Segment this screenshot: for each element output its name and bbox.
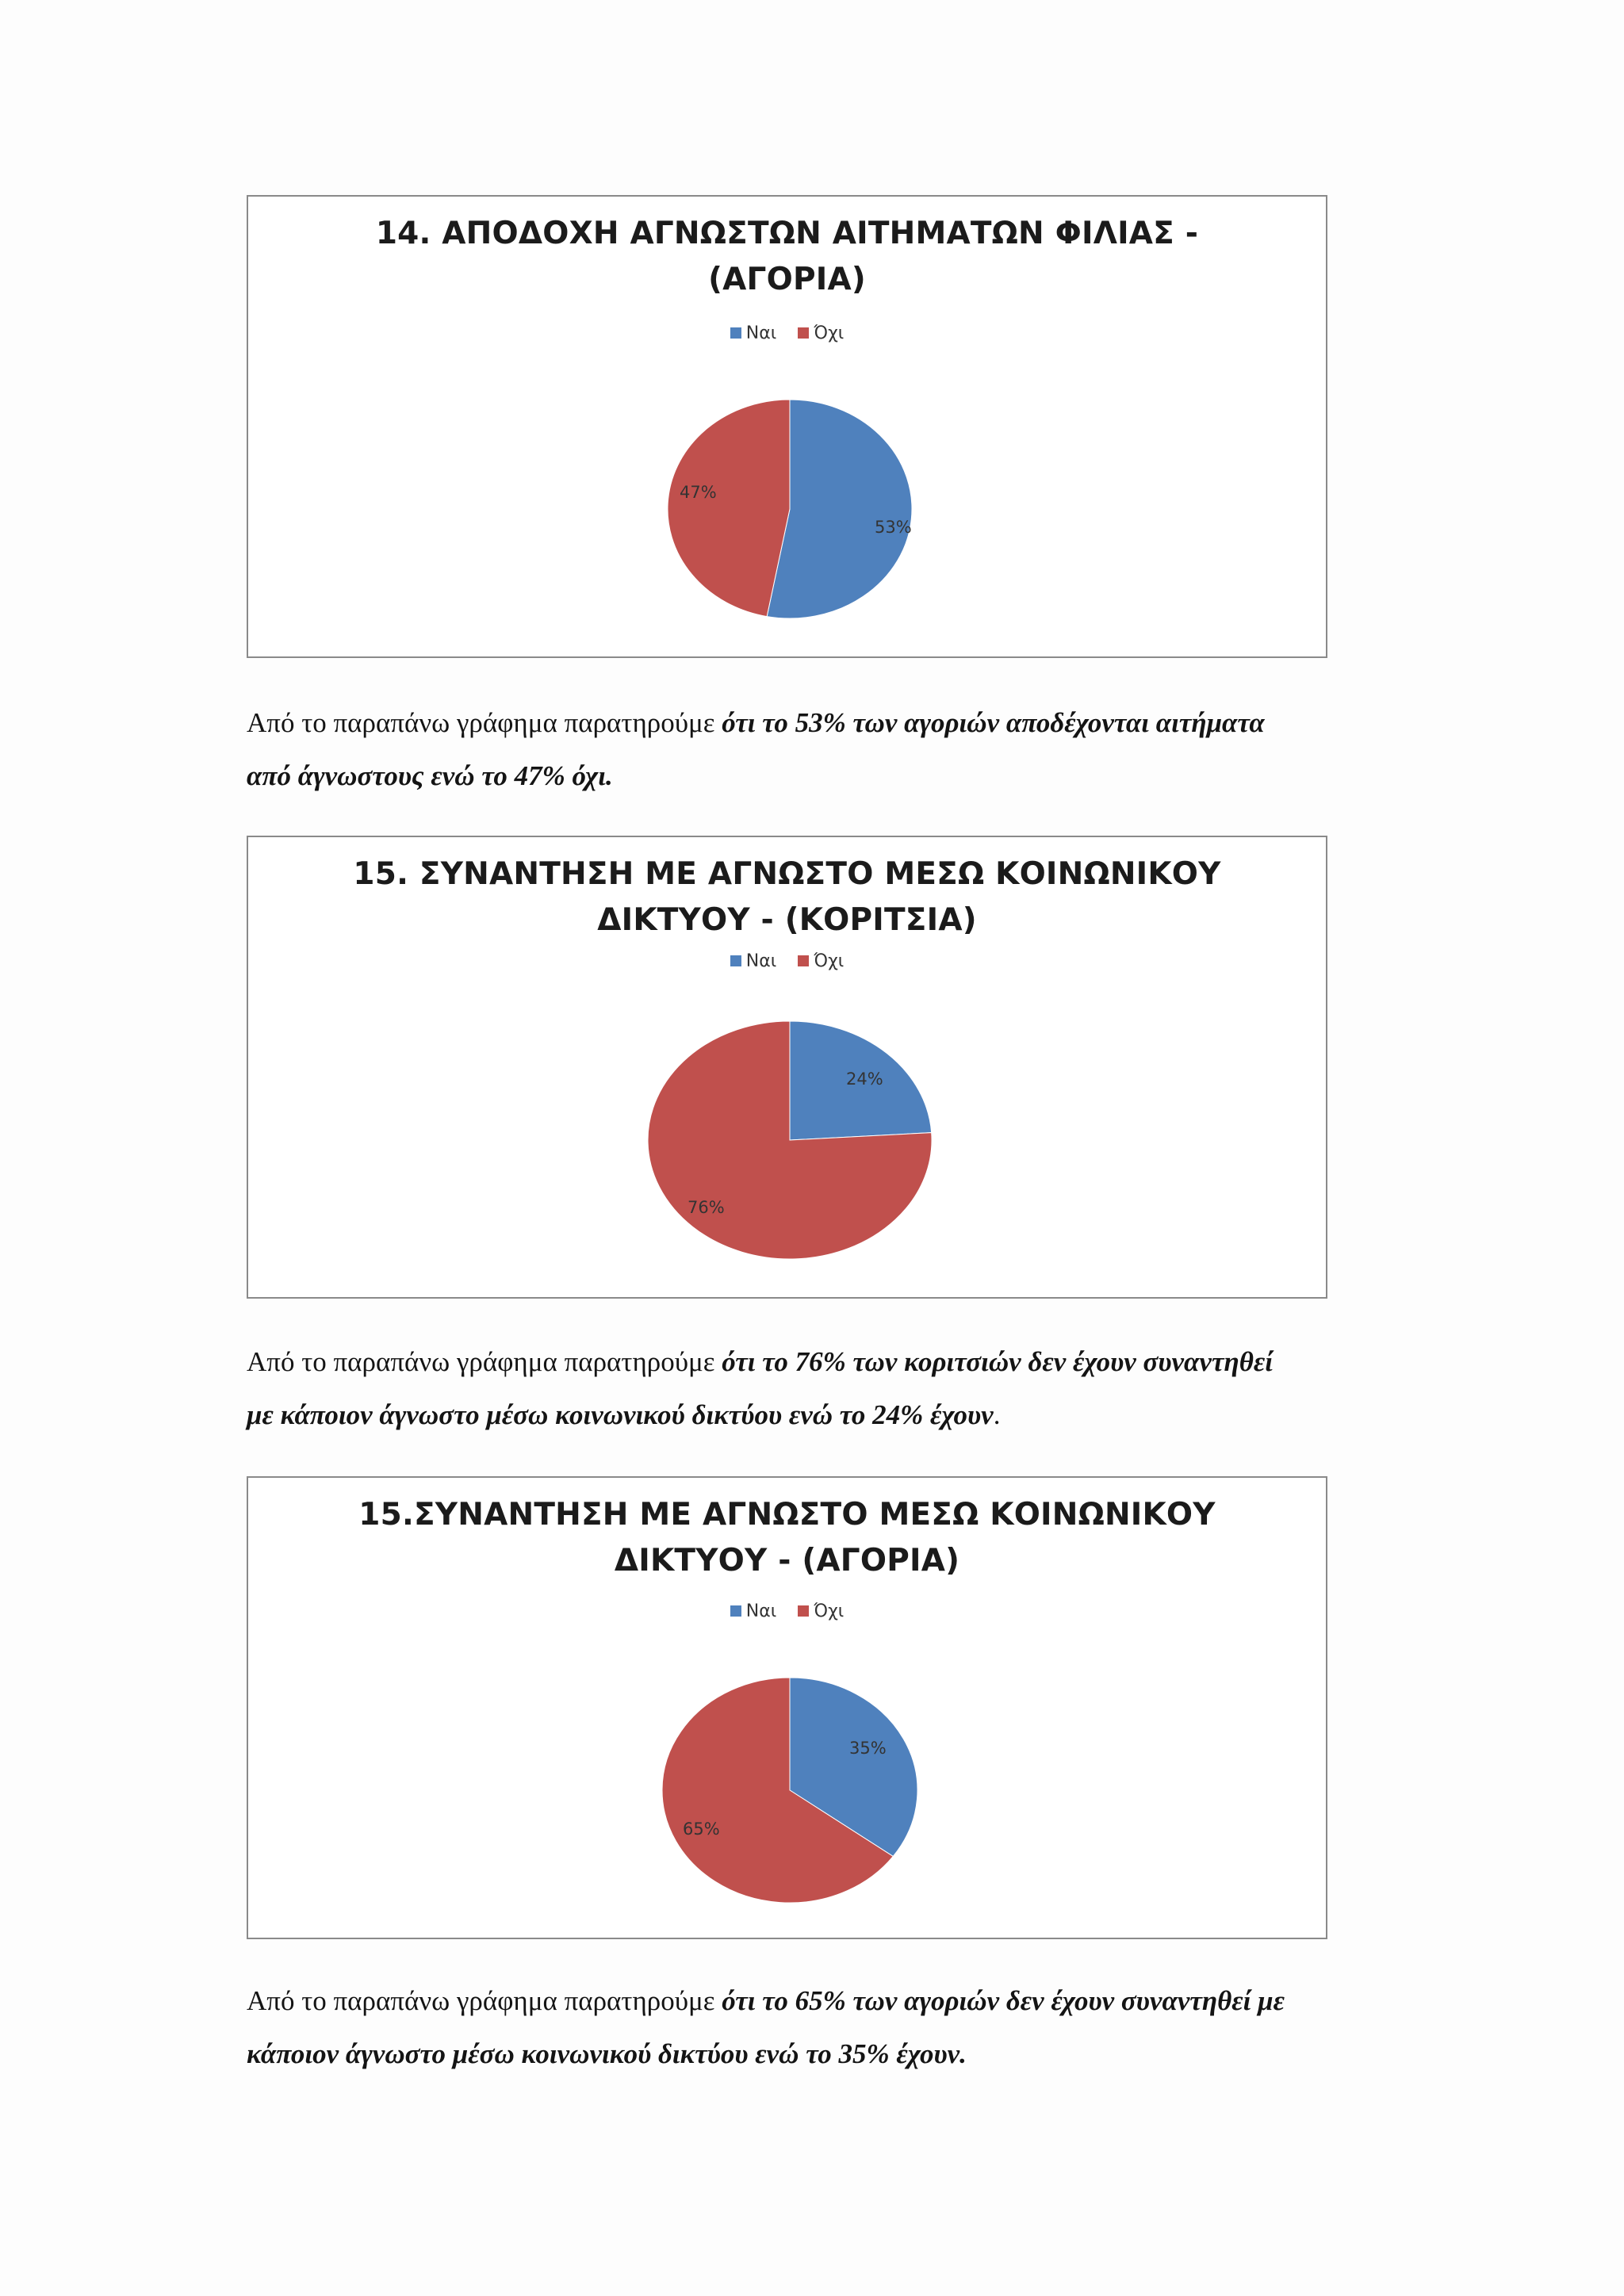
- caption-2-line-2: [247, 1388, 1381, 1441]
- chart-3-label-yes: 35%: [849, 1739, 887, 1758]
- chart-1-label-no: 47%: [680, 483, 717, 502]
- chart-3-title-line-1: 15.ΣΥΝΑΝΤΗΣΗ ΜΕ ΑΓΝΩΣΤΟ ΜΕΣΩ ΚΟΙΝΩΝΙΚΟΥ: [358, 1497, 1216, 1533]
- caption-1-emphasis-1: ότι το 53% των αγοριών αποδέχονται αιτήματα: [722, 707, 1265, 738]
- caption-3-emphasis-2: κάποιον άγνωστο μέσω κοινωνικού δικτύου ενώ το 35% έχουν.: [247, 2038, 967, 2069]
- caption-1-line-2: [247, 749, 1381, 802]
- caption-1-emphasis-2: από άγνωστους ενώ το 47% όχι.: [247, 760, 613, 791]
- chart-1-title-line-1: 14. ΑΠΟΔΟΧΗ ΑΓΝΩΣΤΩΝ ΑΙΤΗΜΑΤΩΝ ΦΙΛΙΑΣ -: [375, 216, 1199, 251]
- caption-2-line-1: [247, 1335, 1381, 1388]
- chart-1-pie: [248, 197, 1326, 656]
- chart-2-box: [247, 836, 1327, 1299]
- chart-2-pie: [248, 837, 1326, 1297]
- caption-2-emphasis-2: με κάποιον άγνωστο μέσω κοινωνικού δικτύου ενώ το 24% έχουν: [247, 1399, 994, 1430]
- chart-2-label-no: 76%: [688, 1198, 725, 1217]
- chart-2-title-line-1: 15. ΣΥΝΑΝΤΗΣΗ ΜΕ ΑΓΝΩΣΤΟ ΜΕΣΩ ΚΟΙΝΩΝΙΚΟΥ: [353, 856, 1221, 892]
- caption-3-emphasis-1: ότι το 65% των αγοριών δεν έχουν συναντηθεί με: [722, 1985, 1285, 2016]
- chart-2-title-line-2: ΔΙΚΤΥΟΥ - (ΚΟΡΙΤΣΙΑ): [597, 902, 977, 938]
- caption-2: [247, 1335, 1381, 1441]
- chart-1-title-line-2: (ΑΓΟΡΙΑ): [708, 262, 866, 297]
- caption-3-lead: Από το παραπάνω γράφημα παρατηρούμε: [247, 1985, 722, 2016]
- caption-1-line-1: [247, 696, 1381, 749]
- caption-2-emphasis-1: ότι το 76% των κοριτσιών δεν έχουν συναντηθεί: [722, 1346, 1273, 1377]
- chart-1-label-yes: 53%: [875, 518, 912, 537]
- chart-1-legend-label-no: Όχι: [814, 323, 845, 343]
- chart-1-box: [247, 195, 1327, 658]
- chart-2-legend-label-no: Όχι: [814, 951, 845, 971]
- chart-3-title-line-2: ΔΙΚΤΥΟΥ - (ΑΓΟΡΙΑ): [614, 1543, 960, 1578]
- chart-3-label-no: 65%: [683, 1820, 720, 1839]
- caption-1-lead: Από το παραπάνω γράφημα παρατηρούμε: [247, 707, 722, 738]
- chart-3-legend-label-no: Όχι: [814, 1601, 845, 1621]
- chart-3-legend-label-yes: Ναι: [745, 1601, 777, 1621]
- caption-2-tail: .: [993, 1399, 1001, 1430]
- chart-1-slice-no: [668, 400, 790, 617]
- chart-1-legend-label-yes: Ναι: [745, 323, 777, 343]
- caption-3-line-2: [247, 2027, 1381, 2080]
- chart-2-label-yes: 24%: [846, 1070, 883, 1089]
- chart-3-box: [247, 1476, 1327, 1939]
- chart-2-legend-label-yes: Ναι: [745, 951, 777, 971]
- caption-3: [247, 1974, 1381, 2080]
- caption-1: [247, 696, 1381, 802]
- chart-3-pie: [248, 1478, 1326, 1938]
- caption-2-lead: Από το παραπάνω γράφημα παρατηρούμε: [247, 1346, 722, 1377]
- caption-3-line-1: [247, 1974, 1381, 2027]
